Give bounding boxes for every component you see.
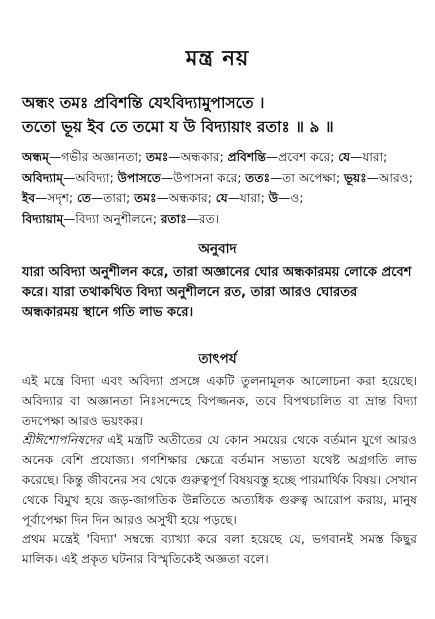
separator: ; <box>383 150 388 164</box>
verse-line-2: ততো ভূয় ইব তে তমো য উ বিদ্যায়াং রতাঃ ॥ ৯ ॥ <box>22 118 334 136</box>
word-meaning: তা অপেক্ষা <box>282 170 336 185</box>
dash: — <box>350 150 363 164</box>
sanskrit-word: তে <box>76 191 92 205</box>
dash: — <box>160 170 174 185</box>
separator: ; <box>237 170 246 185</box>
sanskrit-word: রতাঃ <box>160 211 187 226</box>
sanskrit-word: অবিদ্যাম্ <box>22 170 64 185</box>
translation-heading: অনুবাদ <box>198 241 237 257</box>
purport-text <box>22 372 417 570</box>
word-meaning-item <box>269 191 300 205</box>
word-meaning: অন্ধকার <box>168 191 208 205</box>
purport-paragraph-2-text: এই মন্ত্রটি অতীতের যে কোন সময়ের থেকে বর্তমান যুগে আরও অনেক বেশি প্রযোজ্য। গণশিক্ষার ক্ষেত্রে বর্তমান সভ্যতা যথেষ্ট অগ্রগতি লাভ করেছে। কিন্তু জীবনের সব থেকে গুরুত্বপূর্ণ বিষয়বস্তু হচ্ছে পারমার্থিক বিষয়। সেখান থেকে বিমুখ হয়ে জড়-জাগতিক উন্নতিতে অত্যধিক গুরুত্ব আরোপ করায়, মানুষ পূর্বাপেক্ষা দিন দিন আরও অসুখী হয়ে পড়ছে। <box>22 433 417 527</box>
sanskrit-word: অন্ধম্ <box>22 150 49 164</box>
word-meanings <box>22 147 417 229</box>
purport-paragraph-3: প্রথম মন্ত্রেই 'বিদ্যা' সম্বন্ধে ব্যাখ্যা করে বলা হয়েছে যে, ভগবানই সমস্ত কিছুর মালিক। এই প্রকৃত ঘটনার বিস্মৃতিকেই অজ্ঞতা বলে। <box>22 532 417 567</box>
page-title: মন্ত্র নয় <box>185 46 250 70</box>
sanskrit-word: বিদ্যায়াম্ <box>22 211 64 226</box>
sanskrit-word: প্রবিশন্তি <box>227 150 267 164</box>
word-meaning-item <box>161 212 215 226</box>
word-meaning-item <box>22 150 138 164</box>
dash: — <box>270 170 283 185</box>
purport-paragraph-2 <box>22 431 417 530</box>
word-meaning: যারা <box>239 191 261 205</box>
dash: — <box>91 191 104 205</box>
separator: ; <box>138 150 146 164</box>
separator: ; <box>330 150 339 164</box>
word-meaning: অন্ধকার <box>180 150 220 164</box>
dash: — <box>63 170 76 185</box>
sanskrit-word: তমঃ <box>146 150 169 164</box>
purport-heading: তাৎপর্য <box>198 351 237 367</box>
word-meaning-item <box>118 171 238 185</box>
dash: — <box>168 150 181 164</box>
word-meaning-item <box>77 191 126 205</box>
sanskrit-word: উ <box>268 191 279 205</box>
word-meaning-item <box>228 150 331 164</box>
separator: ; <box>335 170 344 185</box>
dash: — <box>186 211 199 226</box>
sanskrit-word: উপাসতে <box>117 170 161 185</box>
separator: । <box>214 211 220 226</box>
purport-paragraph-1: এই মন্ত্রে বিদ্যা এবং অবিদ্যা প্রসঙ্গে একটি তুলনামূলক আলোচনা করা হয়েছে। অবিদ্যার বা অজ্ঞানতা নিঃসন্দেহে বিপজ্জনক, তবে বিপথচালিত বা ভ্রান্ত বিদ্যা তদপেক্ষা আরও ভয়ংকর। <box>22 374 417 428</box>
dash: — <box>156 191 169 205</box>
translation-text: যারা অবিদ্যা অনুশীলন করে, তারা অজ্ঞানের ঘোর অন্ধকারময় লোকে প্রবেশ করে। যারা তথাকথিত বিদ্যা অনুশীলনে রত, তারা আরও ঘোরতর অন্ধকারময় স্থানে গতি লাভ করে। <box>22 265 412 320</box>
separator: ; <box>260 191 269 205</box>
dash: — <box>366 170 379 185</box>
word-meaning-item <box>22 171 110 185</box>
word-meaning: তারা <box>103 191 127 205</box>
dash: — <box>63 211 76 226</box>
dash: — <box>227 191 240 205</box>
word-meaning: যারা <box>362 150 384 164</box>
word-meaning: ও <box>290 191 300 205</box>
sanskrit-word: ততঃ <box>245 170 271 185</box>
word-meaning: অবিদ্যা <box>75 170 110 185</box>
word-meaning: প্রবেশ করে <box>278 150 331 164</box>
word-meaning-item <box>22 191 69 205</box>
word-meaning: বিদ্যা অনুশীলনে <box>75 211 153 226</box>
word-meaning: রত <box>198 211 215 226</box>
separator: ; <box>126 191 135 205</box>
word-meaning-item <box>146 150 220 164</box>
scripture-title: শ্রীঈশোপনিষদের <box>22 433 103 448</box>
sanskrit-word: ইব <box>22 191 36 205</box>
verse-line-1: অন্ধং তমঃ প্রবিশন্তি যেঽবিদ্যামুপাসতে । <box>22 94 265 112</box>
sanskrit-word: যে <box>338 150 351 164</box>
word-meaning-item <box>344 171 409 185</box>
word-meaning: সদৃশ <box>47 191 69 205</box>
separator: ; <box>408 170 413 185</box>
separator: ; <box>219 150 228 164</box>
word-meaning-item <box>338 150 383 164</box>
dash: — <box>35 191 48 205</box>
dash: — <box>266 150 279 164</box>
word-meaning-item <box>134 191 208 205</box>
separator: ; <box>152 211 161 226</box>
separator: ; <box>299 191 304 205</box>
sanskrit-word: ভূয়ঃ <box>343 170 367 185</box>
word-meaning-item <box>22 212 153 226</box>
separator: ; <box>207 191 216 205</box>
word-meaning-item <box>245 171 336 185</box>
word-meaning: গভীর অজ্ঞানতা <box>61 150 139 164</box>
word-meaning: উপাসনা করে <box>173 170 238 185</box>
word-meaning-item <box>216 191 261 205</box>
sanskrit-word: তমঃ <box>134 191 157 205</box>
dash: — <box>278 191 291 205</box>
sanskrit-word: যে <box>215 191 228 205</box>
separator: ; <box>109 170 118 185</box>
word-meaning: আরও <box>378 170 409 185</box>
separator: ; <box>68 191 77 205</box>
dash: — <box>48 150 62 164</box>
